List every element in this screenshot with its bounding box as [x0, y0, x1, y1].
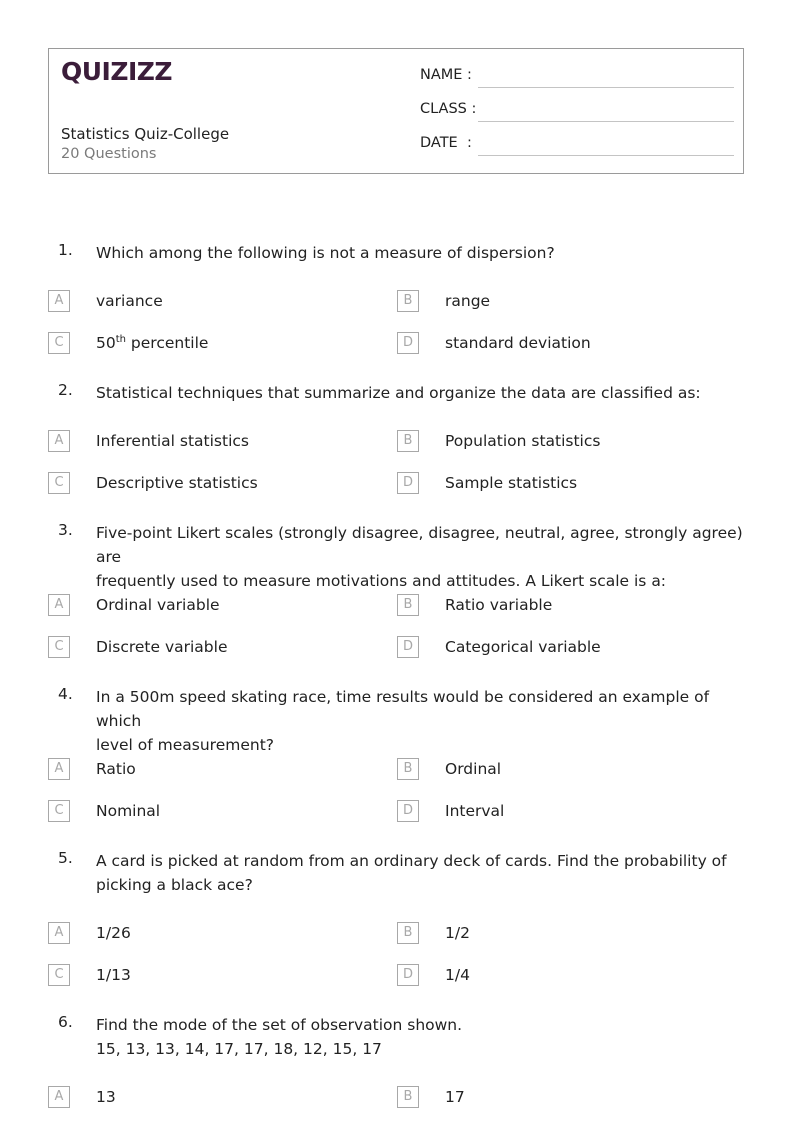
- option-letter-box: C: [48, 636, 70, 658]
- option-text-superscript: th: [115, 334, 126, 345]
- option-letter-box: C: [48, 800, 70, 822]
- worksheet-header: [48, 48, 744, 174]
- question-text: [96, 1013, 746, 1061]
- class-line[interactable]: [478, 121, 734, 122]
- question-line: Find the mode of the set of observation shown.: [96, 1016, 463, 1034]
- option-text-main: 50: [96, 334, 116, 352]
- question-line: In a 500m speed skating race, time results would be considered an example of which: [96, 688, 710, 730]
- option-text: variance: [96, 292, 163, 310]
- option-text: Inferential statistics: [96, 432, 249, 450]
- name-label: NAME :: [420, 67, 472, 83]
- class-field[interactable]: [420, 101, 734, 127]
- option-letter-box: B: [397, 594, 419, 616]
- question-line: picking a black ace?: [96, 876, 253, 894]
- name-line[interactable]: [478, 87, 734, 88]
- quizizz-logo: QUIZIZZ: [61, 57, 173, 86]
- option-text: 1/2: [445, 924, 470, 942]
- option-text: Sample statistics: [445, 474, 578, 492]
- question-text: [96, 521, 746, 593]
- question-number: 4.: [58, 685, 73, 703]
- option-text: 1/26: [96, 924, 131, 942]
- option-text: 1/13: [96, 966, 131, 984]
- option-text: [96, 332, 208, 354]
- name-field[interactable]: [420, 67, 734, 93]
- option-letter-box: A: [48, 922, 70, 944]
- option-letter-box: A: [48, 290, 70, 312]
- question-line: frequently used to measure motivations and attitudes. A Likert scale is a:: [96, 572, 667, 590]
- date-line[interactable]: [478, 155, 734, 156]
- option-letter-box: B: [397, 758, 419, 780]
- option-text: Population statistics: [445, 432, 601, 450]
- option-letter-box: A: [48, 758, 70, 780]
- option-text: Interval: [445, 802, 505, 820]
- option-text: range: [445, 292, 491, 310]
- option-text: Descriptive statistics: [96, 474, 258, 492]
- question-line: Five-point Likert scales (strongly disagree, disagree, neutral, agree, strongly agree) are: [96, 524, 743, 566]
- question-number: 3.: [58, 521, 73, 539]
- option-letter-box: A: [48, 594, 70, 616]
- option-letter-box: B: [397, 1086, 419, 1108]
- option-letter-box: D: [397, 472, 419, 494]
- option-letter-box: C: [48, 332, 70, 354]
- date-label: DATE :: [420, 135, 472, 151]
- question-number: 2.: [58, 381, 73, 399]
- option-letter-box: A: [48, 1086, 70, 1108]
- quiz-title: Statistics Quiz-College: [61, 125, 230, 143]
- question-line: Which among the following is not a measure of dispersion?: [96, 244, 555, 262]
- option-letter-box: B: [397, 922, 419, 944]
- option-letter-box: D: [397, 332, 419, 354]
- option-text: Ratio: [96, 760, 136, 778]
- question-number: 5.: [58, 849, 73, 867]
- option-text: Ratio variable: [445, 596, 553, 614]
- class-label: CLASS :: [420, 101, 477, 117]
- question-line: Statistical techniques that summarize and organize the data are classified as:: [96, 384, 701, 402]
- option-text-rest: percentile: [126, 334, 209, 352]
- option-text: 17: [445, 1088, 465, 1106]
- question-line: level of measurement?: [96, 736, 275, 754]
- date-field[interactable]: [420, 135, 734, 161]
- question-number: 6.: [58, 1013, 73, 1031]
- option-letter-box: C: [48, 472, 70, 494]
- question-text: [96, 685, 746, 757]
- question-text: [96, 849, 746, 897]
- option-text: 13: [96, 1088, 116, 1106]
- option-text: Ordinal variable: [96, 596, 220, 614]
- option-text: Discrete variable: [96, 638, 228, 656]
- option-letter-box: D: [397, 964, 419, 986]
- question-line: 15, 13, 13, 14, 17, 17, 18, 12, 15, 17: [96, 1040, 382, 1058]
- question-count: 20 Questions: [61, 146, 157, 162]
- option-text: 1/4: [445, 966, 470, 984]
- option-text: standard deviation: [445, 334, 591, 352]
- option-text: Ordinal: [445, 760, 502, 778]
- option-letter-box: D: [397, 800, 419, 822]
- option-letter-box: C: [48, 964, 70, 986]
- question-number: 1.: [58, 241, 73, 259]
- option-text: Nominal: [96, 802, 161, 820]
- question-text: [96, 381, 746, 405]
- option-letter-box: B: [397, 430, 419, 452]
- option-letter-box: A: [48, 430, 70, 452]
- option-text: Categorical variable: [445, 638, 601, 656]
- option-letter-box: D: [397, 636, 419, 658]
- option-letter-box: B: [397, 290, 419, 312]
- question-text: [96, 241, 746, 265]
- question-line: A card is picked at random from an ordinary deck of cards. Find the probability of: [96, 852, 727, 870]
